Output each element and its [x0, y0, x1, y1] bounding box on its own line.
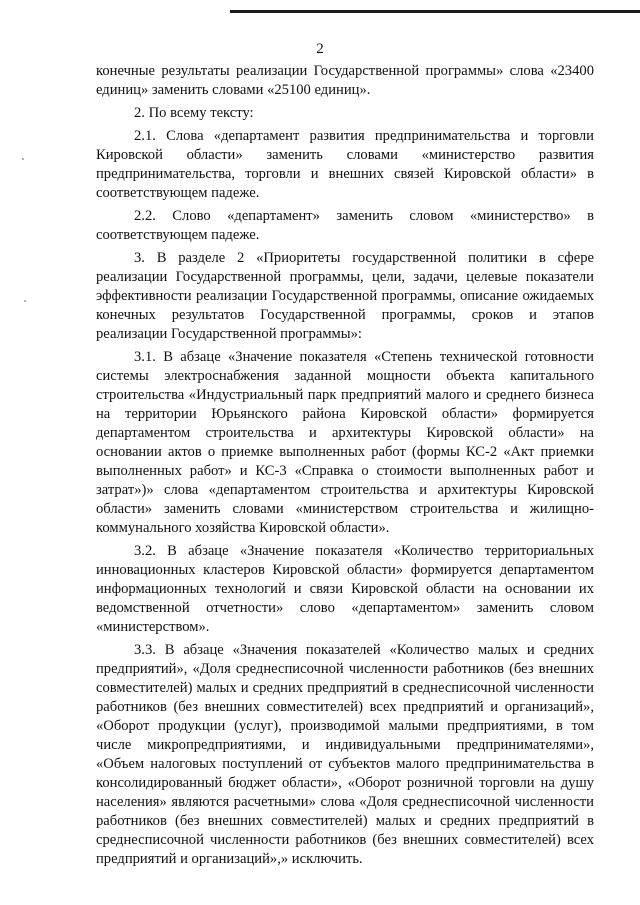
paragraph-3-2: 3.2. В абзаце «Значение показателя «Количество территориальных инновационных кластеров Кировской области» формируется департаментом информационных технологий и связи Кировской области на основании их ведомственной отчетности» слово «департаментом» заменить словом «министерством». — [96, 543, 594, 635]
paragraph-2: 2. По всему тексту: — [134, 105, 254, 121]
paragraph-3-1: 3.1. В абзаце «Значение показателя «Степень технической готовности системы электроснабжения заданной мощности объекта капитального строительства «Индустриальный парк предприятий малого и среднего бизнеса на территории Юрьянского района Кировской области» формируется департаментом строительства и архитектуры Кировской области» на основании актов о приемке выполненных работ (формы КС-2 «Акт приемки выполненных работ» и КС-3 «Справка о стоимости выполненных работ и затрат»)» слова «департаментом строительства и архитектуры Кировской области» заменить словами «министерством строительства и жилищно-коммунального хозяйства Кировской области». — [96, 349, 594, 536]
scan-speck — [24, 300, 26, 302]
paragraph-3: 3. В разделе 2 «Приоритеты государственной политики в сфере реализации Государственной программы, цели, задачи, целевые показатели эффективности реализации Государственной программы, описание ожидаемых конечных результатов Государственной программы, сроков и этапов реализации Государственной программы»: — [96, 250, 594, 342]
top-rule — [230, 10, 640, 13]
page-number: 2 — [316, 41, 324, 57]
paragraph-2-2: 2.2. Слово «департамент» заменить словом «министерство» в соответствующем падеже. — [96, 208, 594, 243]
paragraph-3-3: 3.3. В абзаце «Значения показателей «Количество малых и средних предприятий», «Доля среднесписочной численности работников (без внешних совместителей) малых и средних предприятий в среднесписочной численности работников (без внешних совместителей) всех предприятий и организаций», «Оборот продукции (услуг), производимой малыми предприятиями, в том числе микропредприятиями, и индивидуальными предпринимателями», «Объем налоговых поступлений от субъектов малого предпринимательства в консолидированный бюджет области», «Оборот розничной торговли на душу населения» являются расчетными» слова «Доля среднесписочной численности работников (без внешних совместителей) малых и средних предприятий в среднесписочной численности работников (без внешних совместителей) всех предприятий и организаций»,» исключить. — [96, 642, 594, 867]
scan-speck — [22, 158, 24, 160]
document-body — [96, 62, 594, 872]
paragraph-intro: конечные результаты реализации Государственной программы» слова «23400 единиц» заменить словами «25100 единиц». — [96, 63, 594, 98]
paragraph-2-1: 2.1. Слова «департамент развития предпринимательства и торговли Кировской области» заменить словами «министерство развития предпринимательства, торговли и внешних связей Кировской области» в соответствующем падеже. — [96, 128, 594, 201]
